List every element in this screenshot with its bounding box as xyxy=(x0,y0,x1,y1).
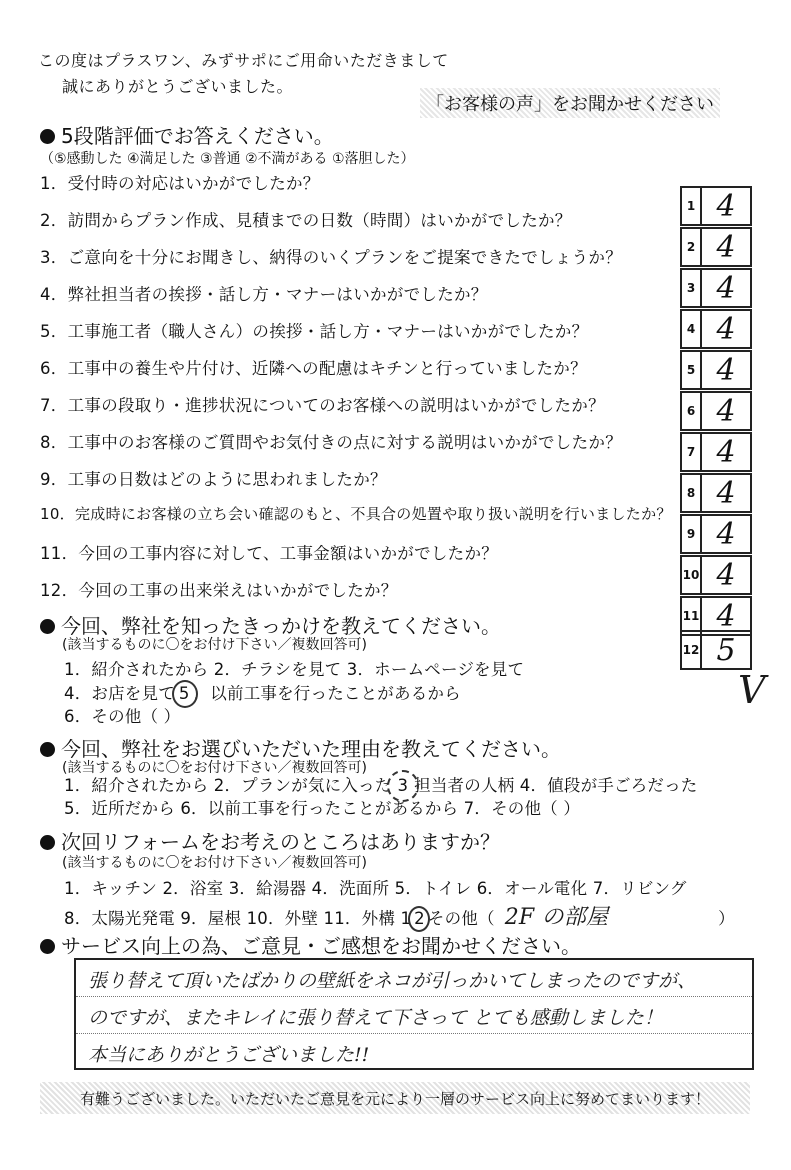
reason-heading-text: 今回、弊社をお選びいただいた理由を教えてください。 xyxy=(61,737,561,761)
bullet-icon xyxy=(40,742,55,757)
question-3: 3．ご意向を十分にお聞きし、納得のいくプランをご提案できたでしょうか？ xyxy=(40,248,622,267)
question-11: 11．今回の工事内容に対して、工事金額はいかがでしたか？ xyxy=(40,544,499,563)
score-number: 4 xyxy=(682,311,702,347)
score-number: 3 xyxy=(682,270,702,306)
next-heading-text: 次回リフォームをお考えのところはありますか？ xyxy=(61,830,500,854)
know-options-line-3: 6．その他（ ） xyxy=(64,707,181,726)
know-option-5-label: ．以前工事を行ったことがあるから xyxy=(193,684,461,703)
score-row-12[interactable] xyxy=(680,630,752,670)
score-number: 10 xyxy=(682,557,702,593)
score-row-5[interactable] xyxy=(680,350,752,390)
know-option-4: 4．お店を見て xyxy=(64,684,175,703)
footer-thanks xyxy=(40,1082,750,1114)
question-4: 4．弊社担当者の挨拶・話し方・マナーはいかがでしたか？ xyxy=(40,285,488,304)
reason-note: (該当するものに〇をお付け下さい／複数回答可) xyxy=(62,760,367,776)
score-value: 4 xyxy=(716,188,736,224)
score-number: 8 xyxy=(682,475,702,511)
question-2: 2．訪問からプラン作成、見積までの日数（時間）はいかがでしたか？ xyxy=(40,211,572,230)
comment-line-3: 本当にありがとうございました!! xyxy=(88,1044,370,1066)
score-value: 4 xyxy=(716,516,736,552)
score-value: 4 xyxy=(716,393,736,429)
comment-line-2: のですが、またキレイに張り替えて下さって とても感動しました！ xyxy=(88,1007,663,1029)
ruled-line xyxy=(76,996,752,997)
score-row-8[interactable] xyxy=(680,473,752,513)
bullet-icon xyxy=(40,939,55,954)
score-value: 5 xyxy=(716,632,736,668)
reason-options-part-b: 担当者の人柄 4．値段が手ごろだった xyxy=(414,776,698,795)
score-number: 12 xyxy=(682,632,702,668)
next-option-12-circled[interactable] xyxy=(411,909,428,928)
score-number: 2 xyxy=(682,229,702,265)
next-options-line-1: 1．キッチン 2．浴室 3．給湯器 4．洗面所 5．トイレ 6．オール電化 7．リビング xyxy=(64,879,687,898)
score-number: 11 xyxy=(682,598,702,634)
bullet-icon xyxy=(40,835,55,850)
question-7: 7．工事の段取り・進捗状況についてのお客様への説明はいかがでしたか？ xyxy=(40,396,605,415)
rating-legend: （⑤感動した ④満足した ③普通 ②不満がある ①落胆した） xyxy=(40,151,415,167)
know-options-line-1: 1．紹介されたから 2．チラシを見て 3．ホームページを見て xyxy=(64,660,525,679)
score-number: 6 xyxy=(682,393,702,429)
intro-line-2: 誠にありがとうございました。 xyxy=(62,77,294,96)
know-options-line-2 xyxy=(64,680,461,704)
comments-heading xyxy=(40,930,581,959)
circle-mark-icon xyxy=(408,906,430,932)
know-heading-text: 今回、弊社を知ったきっかけを教えてください。 xyxy=(61,614,501,638)
footer-text: 有難うございました。いただいたご意見を元により一層のサービス向上に努めてまいります！ xyxy=(79,1089,710,1108)
know-option-5-circled[interactable] xyxy=(175,684,194,703)
rating-heading-text: 5段階評価でお答えください。 xyxy=(61,124,334,148)
score-number: 9 xyxy=(682,516,702,552)
next-options-line-2 xyxy=(64,900,735,931)
score-value: 4 xyxy=(716,311,736,347)
score-row-2[interactable] xyxy=(680,227,752,267)
score-value: 4 xyxy=(716,475,736,511)
rating-heading xyxy=(40,120,334,149)
score-row-1[interactable] xyxy=(680,186,752,226)
customer-voice-label: 「お客様の声」をお聞かせください xyxy=(420,88,720,118)
score-value: 4 xyxy=(716,598,736,634)
score-row-3[interactable] xyxy=(680,268,752,308)
comments-heading-text: サービス向上の為、ご意見・ご感想をお聞かせください。 xyxy=(61,934,581,958)
circled-number: 3 xyxy=(397,776,409,795)
closing-paren: ） xyxy=(718,909,735,928)
question-6: 6．工事中の養生や片付け、近隣への配慮はキチンと行っていましたか？ xyxy=(40,359,587,378)
circled-number: 5 xyxy=(178,684,190,703)
score-row-6[interactable] xyxy=(680,391,752,431)
reason-options-part-a: 1．紹介されたから 2．プランが気に入った xyxy=(64,776,392,795)
bullet-icon xyxy=(40,619,55,634)
next-heading xyxy=(40,826,500,855)
score-row-7[interactable] xyxy=(680,432,752,472)
circled-number: 2 xyxy=(414,909,425,928)
score-number: 5 xyxy=(682,352,702,388)
score-number: 7 xyxy=(682,434,702,470)
intro-line-1: この度はプラスワン、みずサポにご用命いただきまして xyxy=(38,51,449,70)
score-row-4[interactable] xyxy=(680,309,752,349)
score-value: 4 xyxy=(716,229,736,265)
question-12: 12．今回の工事の出来栄えはいかがでしたか？ xyxy=(40,581,398,600)
score-value: 4 xyxy=(716,270,736,306)
question-8: 8．工事中のお客様のご質問やお気付きの点に対する説明はいかがでしたか？ xyxy=(40,433,622,452)
know-note: (該当するものに〇をお付け下さい／複数回答可) xyxy=(62,637,367,653)
handwritten-other-answer: 2F の部屋 xyxy=(504,905,609,930)
question-10: 10．完成時にお客様の立ち会い確認のもと、不具合の処置や取り扱い説明を行いましたか？ xyxy=(40,505,672,523)
comments-box[interactable] xyxy=(74,958,754,1070)
reason-option-3-circled[interactable] xyxy=(391,776,414,795)
next-options-other-label: その他（ xyxy=(427,909,495,928)
comment-line-1: 張り替えて頂いたばかりの壁紙をネコが引っかいてしまったのですが、 xyxy=(88,970,697,992)
reason-options-line-2: 5．近所だから 6．以前工事を行ったことがあるから 7．その他（ ） xyxy=(64,799,581,818)
score-value: 4 xyxy=(716,434,736,470)
next-options-part-a: 8．太陽光発電 9．屋根 10．外壁 11．外構 1 xyxy=(64,909,412,928)
score-number: 1 xyxy=(682,188,702,224)
check-mark: V xyxy=(738,668,766,712)
score-row-10[interactable] xyxy=(680,555,752,595)
question-9: 9．工事の日数はどのように思われましたか？ xyxy=(40,470,387,489)
score-value: 4 xyxy=(716,557,736,593)
score-row-9[interactable] xyxy=(680,514,752,554)
reason-options-line-1 xyxy=(64,772,698,796)
score-value: 4 xyxy=(716,352,736,388)
bullet-icon xyxy=(40,129,55,144)
next-note: (該当するものに〇をお付け下さい／複数回答可) xyxy=(62,855,367,871)
question-5: 5．工事施工者（職人さん）の挨拶・話し方・マナーはいかがでしたか？ xyxy=(40,322,589,341)
question-1: 1．受付時の対応はいかがでしたか？ xyxy=(40,174,320,193)
ruled-line xyxy=(76,1033,752,1034)
